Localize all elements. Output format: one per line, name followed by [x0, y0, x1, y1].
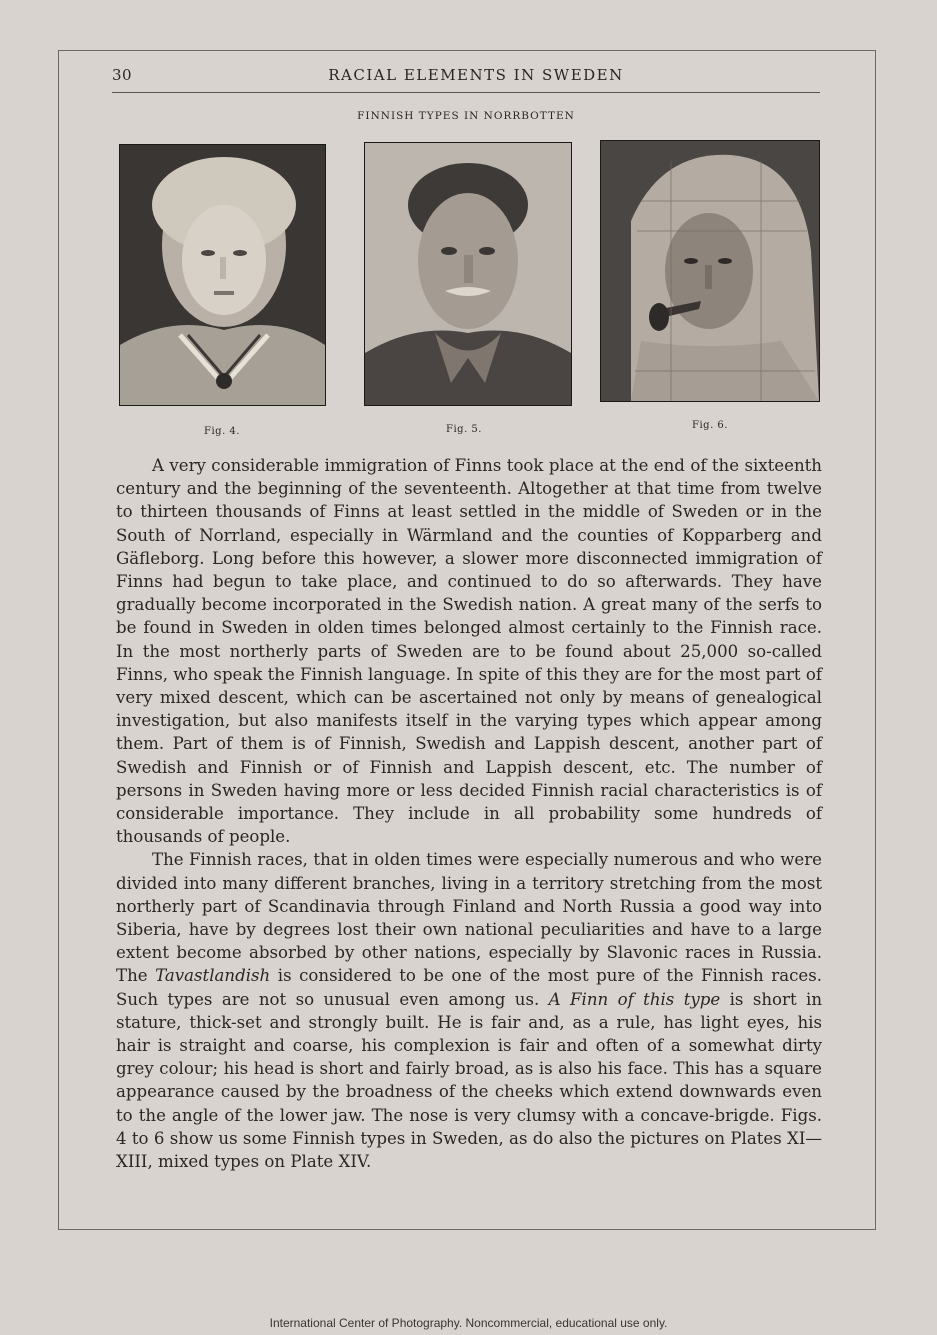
- plate-caption: FINNISH TYPES IN NORRBOTTEN: [357, 110, 575, 122]
- photo-fig-4: [119, 144, 326, 406]
- page-title: RACIAL ELEMENTS IN SWEDEN: [328, 66, 624, 84]
- fig-5-label: Fig. 5.: [446, 424, 482, 435]
- portrait-woman-image: [601, 141, 819, 401]
- fig-4-label: Fig. 4.: [204, 426, 240, 437]
- running-head: [112, 62, 820, 93]
- paragraph-2: [116, 848, 822, 1173]
- photo-fig-6: [600, 140, 820, 402]
- italic-tavastlandish: Tavastlandish: [155, 966, 271, 986]
- photo-fig-5: [364, 142, 572, 406]
- footer-credit: International Center of Photography. Noncommercial, educational use only.: [269, 1316, 668, 1330]
- paragraph-2-part-c: is short in stature, thick-set and strongly built. He is fair and, as a rule, has light eyes, his hair is straight and coarse, his complexion is fair and often of a somewhat dirty grey colour; his head is short and fairly broad, as is also his face. This has a square appearance caused by the broadness of the cheeks which extend downwards even to the angle of the lower jaw. The nose is very clumsy with a concave-brigde. Figs. 4 to 6 show us some Finnish types in Sweden, as do also the pictures on Plates XI—XIII, mixed types on Plate XIV.: [116, 989, 823, 1172]
- portrait-man-image: [365, 143, 571, 405]
- italic-finn-of-this-type: A Finn of this type: [548, 989, 721, 1009]
- portrait-girl-image: [120, 145, 325, 405]
- paragraph-2-part-b: is considered to be one of the most pure of the Finnish races. Such types are not so unusual even among us.: [116, 966, 822, 1009]
- body-text: [116, 454, 822, 1173]
- paragraph-1: A very considerable immigration of Finns took place at the end of the sixteenth century and the beginning of the seventeenth. Altogether at that time from twelve to thirteen thousands of Finns at least settled in the middle of Sweden or in the South of Norrland, especially in Wärmland and the counties of Kopparberg and Gäfleborg. Long before this however, a slower more disconnected immigration of Finns had begun to take place, and continued to do so afterwards. They have gradually become incorporated in the Swedish nation. A great many of the serfs to be found in Sweden in olden times belonged almost certainly to the Finnish race. In the most northerly parts of Sweden are to be found about 25,000 so-called Finns, who speak the Finnish language. In spite of this they are for the most part of very mixed descent, which can be ascertained not only by means of genealogical investigation, but also manifests itself in the varying types which appear among them. Part of them is of Finnish, Swedish and Lappish descent, another part of Swedish and Finnish or of Finnish and Lappish descent, etc. The number of persons in Sweden having more or less decided Finnish racial characteristics is of considerable importance. They include in all probability some hundreds of thousands of people.: [116, 456, 822, 847]
- page-number: 30: [112, 66, 133, 84]
- paragraph-2-part-a: The Finnish races, that in olden times were especially numerous and who were divided into many different branches, living in a territory stretching from the most northerly part of Scandinavia through Finland and North Russia a good way into Siberia, have by degrees lost their own national peculiarities and have to a large extent become absorbed by other nations, especially by Slavonic races in Russia. The: [116, 850, 822, 986]
- fig-6-label: Fig. 6.: [692, 420, 728, 431]
